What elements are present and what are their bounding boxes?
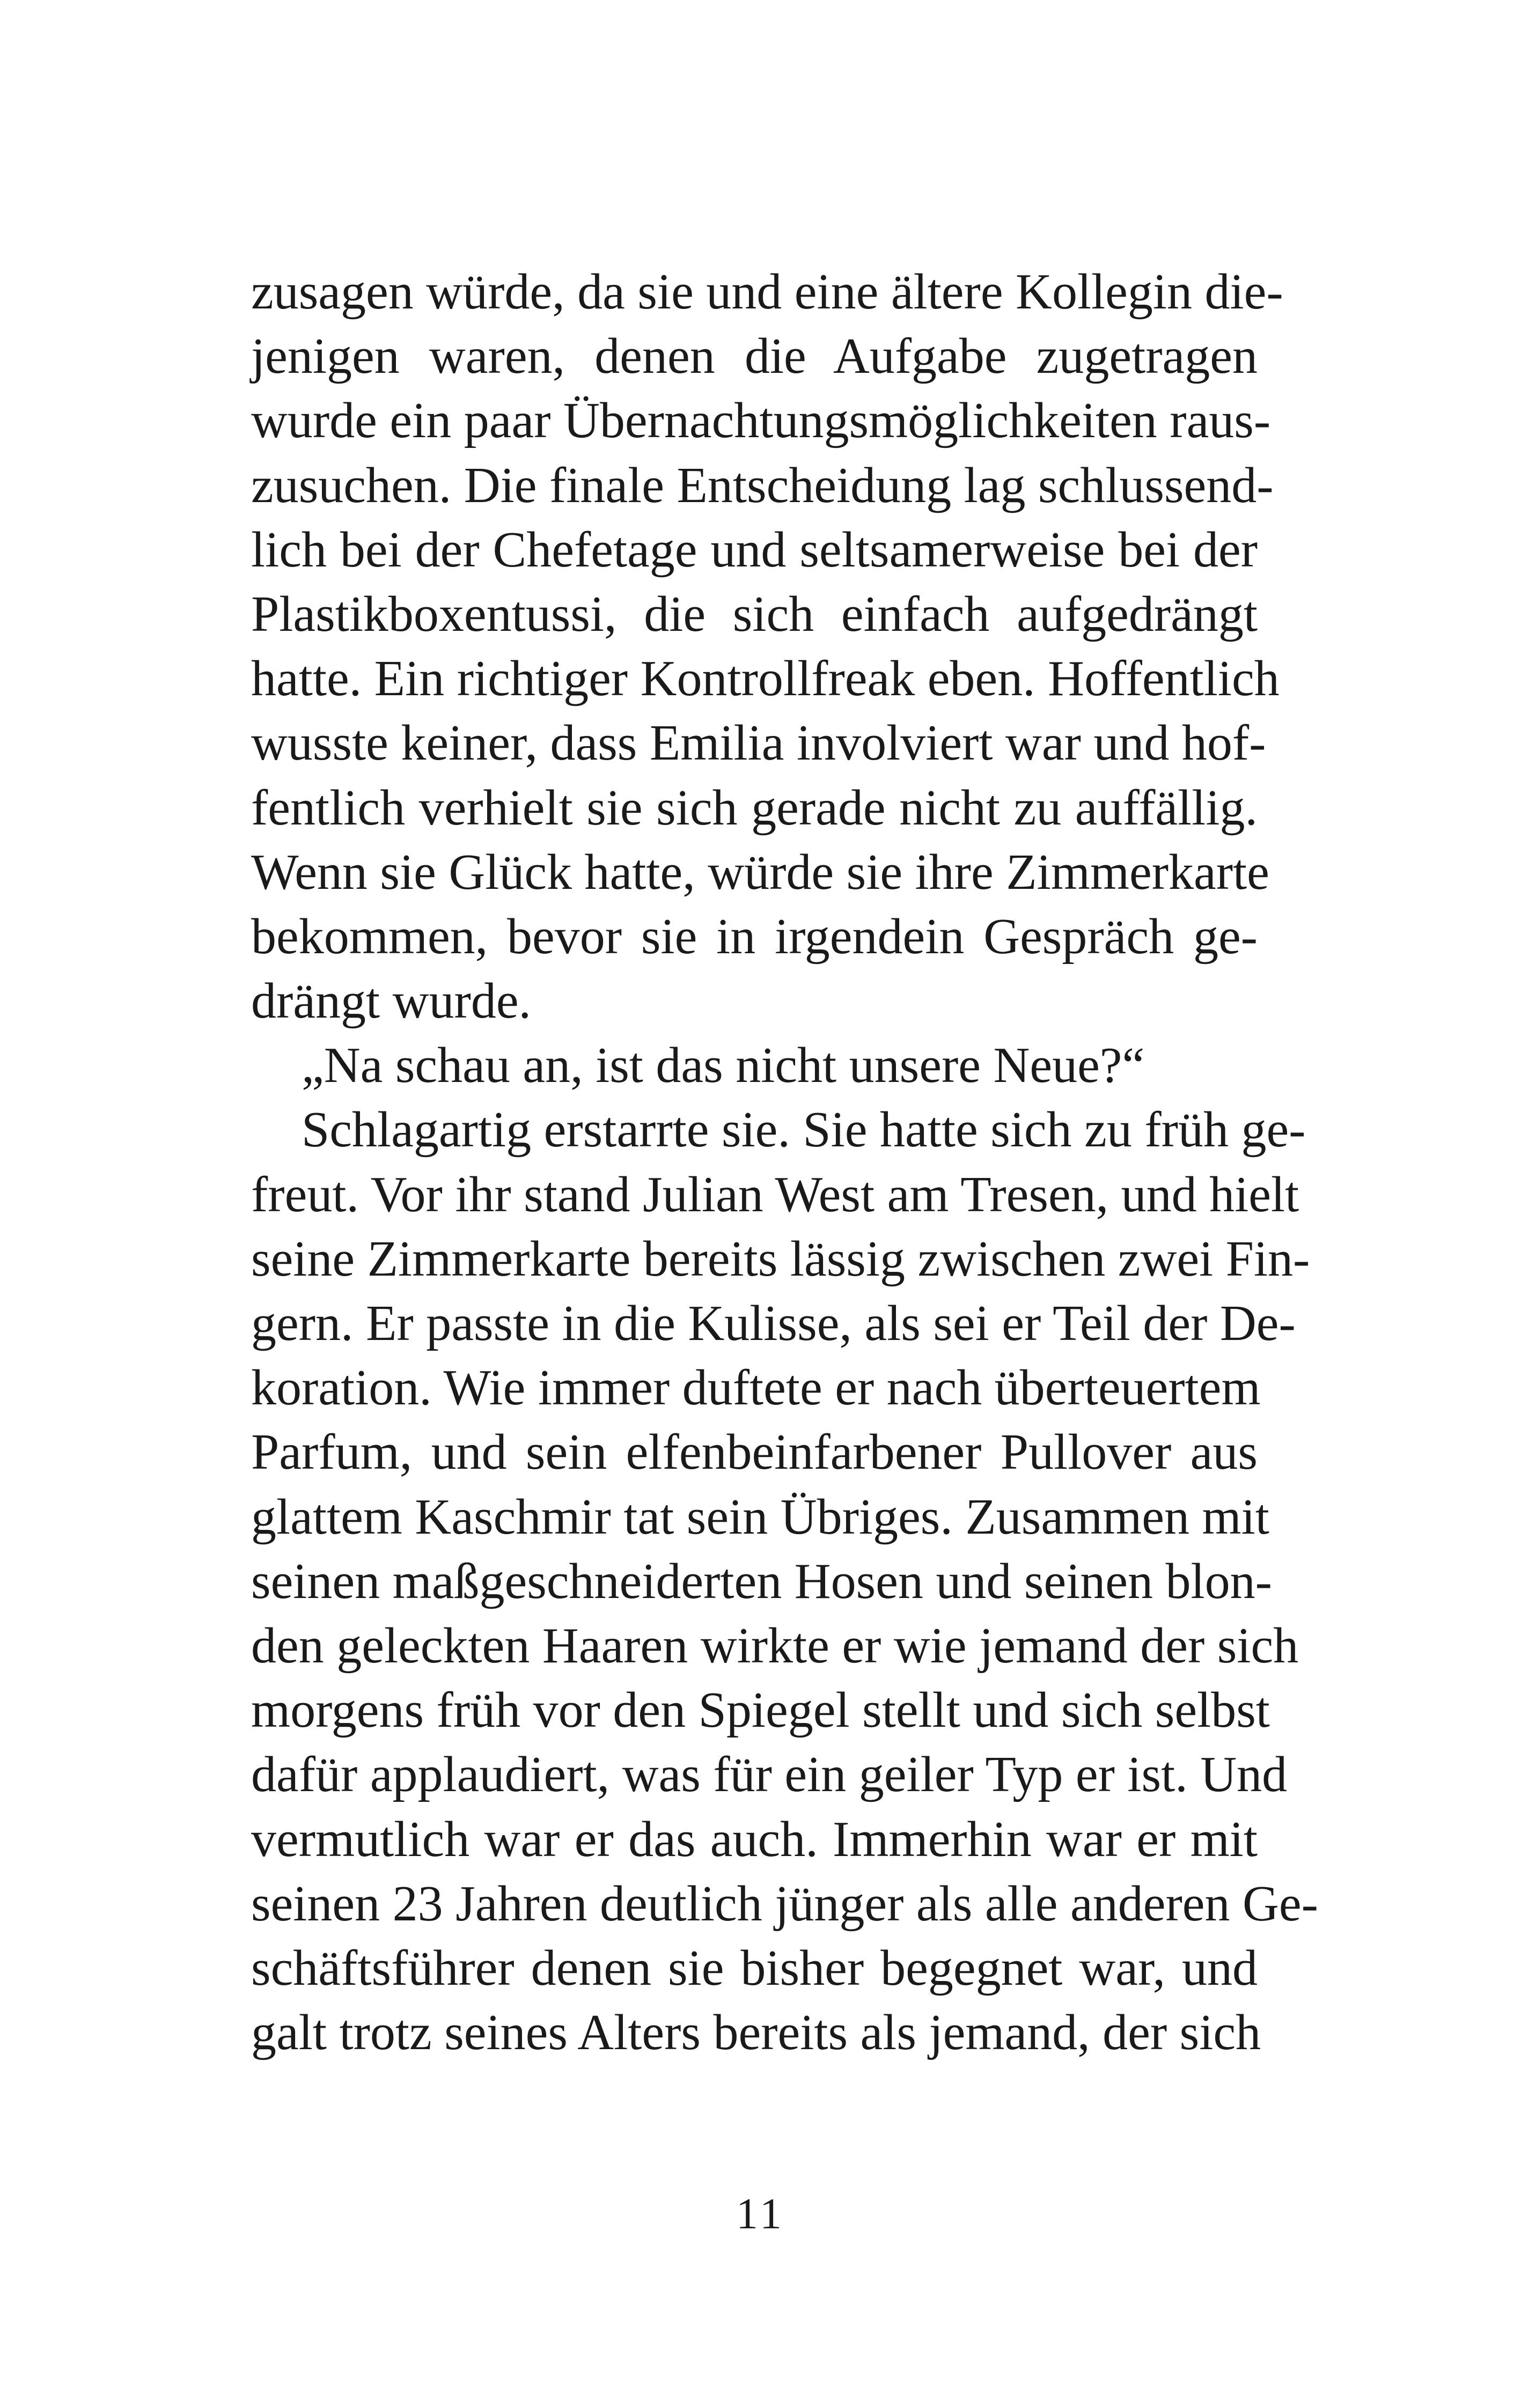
- text-line: wusste keiner, dass Emilia involviert war und hof-: [251, 715, 1266, 771]
- text-line: bekommen, bevor sie in irgendein Gespräch ge-: [251, 908, 1258, 964]
- text-line: galt trotz seines Alters bereits als jemand, der sich: [251, 2005, 1261, 2061]
- text-line: seinen maßgeschneiderten Hosen und seinen blon-: [251, 1553, 1272, 1609]
- text-line: koration. Wie immer duftete er nach überteuertem: [251, 1360, 1261, 1416]
- text-line: Plastikboxentussi, die sich einfach aufgedrängt: [251, 586, 1258, 642]
- text-line: morgens früh vor den Spiegel stellt und sich selbst: [251, 1682, 1270, 1739]
- text-line: den geleckten Haaren wirkte er wie jemand der sich: [251, 1617, 1299, 1674]
- text-line: Wenn sie Glück hatte, würde sie ihre Zimmerkarte: [251, 844, 1269, 900]
- text-line: gern. Er passte in die Kulisse, als sei er Teil der De-: [251, 1295, 1296, 1351]
- text-line: seinen 23 Jahren deutlich jünger als alle anderen Ge-: [251, 1875, 1318, 1932]
- text-line: schäftsführer denen sie bisher begegnet war, und: [251, 1940, 1258, 1996]
- body-text: [251, 260, 1318, 2065]
- text-line: zusagen würde, da sie und eine ältere Kollegin die-: [251, 264, 1283, 320]
- text-line: jenigen waren, denen die Aufgabe zugetragen: [251, 328, 1258, 385]
- text-line: fentlich verhielt sie sich gerade nicht zu auffällig.: [251, 779, 1258, 836]
- text-line: lich bei der Chefetage und seltsamerweise bei der: [251, 521, 1258, 578]
- text-line: hatte. Ein richtiger Kontrollfreak eben. Hoffentlich: [251, 651, 1280, 707]
- text-line: wurde ein paar Übernachtungsmöglichkeiten raus-: [251, 393, 1271, 449]
- dialogue-line: „Na schau an, ist das nicht unsere Neue?“: [302, 1037, 1145, 1094]
- text-line: dafür applaudiert, was für ein geiler Typ er ist. Und: [251, 1747, 1288, 1803]
- text-line: glattem Kaschmir tat sein Übriges. Zusammen mit: [251, 1489, 1269, 1545]
- text-line: vermutlich war er das auch. Immerhin war er mit: [251, 1811, 1258, 1867]
- text-line: zusuchen. Die finale Entscheidung lag schlussend-: [251, 457, 1274, 513]
- text-line: seine Zimmerkarte bereits lässig zwischen zwei Fin-: [251, 1231, 1310, 1287]
- paragraph-start-line: Schlagartig erstarrte sie. Sie hatte sich zu früh ge-: [302, 1102, 1306, 1158]
- page-number: 11: [736, 2189, 785, 2238]
- text-line: Parfum, und sein elfenbeinfarbener Pullover aus: [251, 1424, 1258, 1481]
- text-line: freut. Vor ihr stand Julian West am Tresen, und hielt: [251, 1166, 1299, 1223]
- paragraph-end-line: drängt wurde.: [251, 973, 532, 1029]
